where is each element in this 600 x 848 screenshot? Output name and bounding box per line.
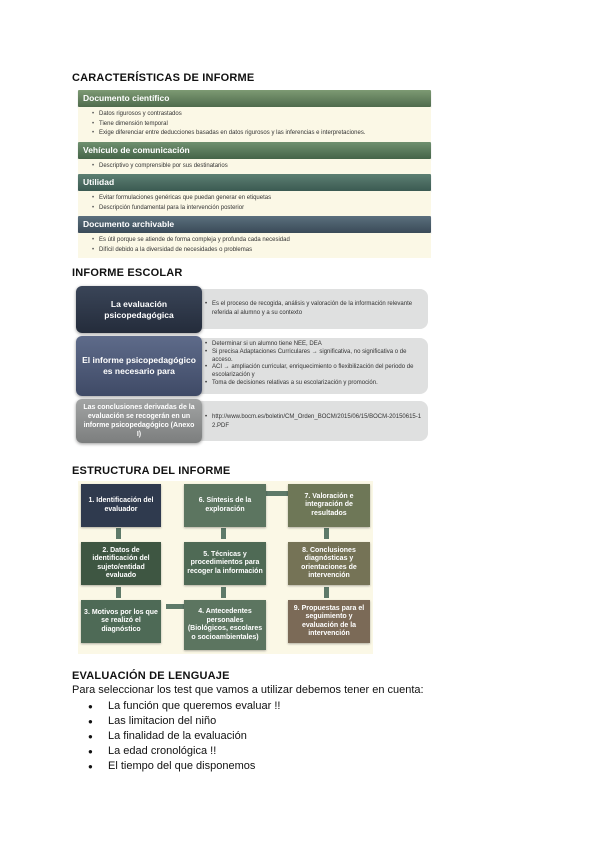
list-item: • Determinar si un alumno tiene NEE, DEA [205, 341, 423, 349]
estructura-box-7: 7. Valoración e integración de resultados [288, 484, 370, 527]
informe-necesario-box: El informe psicopedagógico es necesario para [76, 336, 202, 396]
connector [264, 491, 288, 496]
estructura-box-9: 9. Propuestas para el seguimiento y evaluación de la intervención [288, 600, 370, 643]
connector [166, 604, 184, 609]
estructura-box-4: 4. Antecedentes personales (Biológicos, escolares o socioambientales) [184, 600, 266, 650]
lenguaje-title: EVALUACIÓN DE LENGUAJE [72, 670, 230, 682]
estructura-box-6: 6. Síntesis de la exploración [184, 484, 266, 527]
list-item: ● La función que queremos evaluar !! [88, 699, 280, 714]
list-item: • Evitar formulaciones genéricas que puedan generar en etiquetas [92, 194, 431, 204]
block-header-utilidad: Utilidad [78, 174, 431, 191]
connector [324, 587, 329, 598]
list-item: • Descriptivo y comprensible por sus destinatarios [92, 162, 431, 172]
list-item: • Exige diferenciar entre deducciones basadas en datos rigurosos y las inferencias e interpretaciones. [92, 129, 431, 139]
list-item: ● El tiempo del que disponemos [88, 759, 280, 774]
estructura-box-5: 5. Técnicas y procedimientos para recoger la información [184, 542, 266, 585]
lenguaje-intro: Para seleccionar los test que vamos a utilizar debemos tener en cuenta: [72, 684, 424, 696]
estructura-box-2: 2. Datos de identificación del sujeto/entidad evaluado [81, 542, 161, 585]
connector [116, 528, 121, 539]
estructura-box-8: 8. Conclusiones diagnósticas y orientaciones de intervención [288, 542, 370, 585]
list-item: • Tiene dimensión temporal [92, 120, 431, 130]
lenguaje-list [88, 699, 280, 774]
estructura-box-1: 1. Identificación del evaluador [81, 484, 161, 527]
evaluacion-psicopedagogica-box: La evaluación psicopedagógica [76, 286, 202, 333]
connector [221, 587, 226, 598]
connector [324, 528, 329, 539]
block-header-documento-cientifico: Documento científico [78, 90, 431, 107]
conclusiones-box: Las conclusiones derivadas de la evaluación se recogerán en un informe psicopedagógico (Anexo I) [76, 399, 202, 443]
connector [116, 587, 121, 598]
list-item: • Difícil debido a la diversidad de necesidades o problemas [92, 246, 431, 256]
row-text [205, 300, 423, 317]
list-item: • Si precisa Adaptaciones Curriculares → significativa, no significativa o de acceso. [205, 349, 423, 365]
estructura-box-3: 3. Motivos por los que se realizó el diagnóstico [81, 600, 161, 643]
block-header-documento-archivable: Documento archivable [78, 216, 431, 233]
estructura-title: ESTRUCTURA DEL INFORME [72, 465, 231, 477]
block-list [78, 191, 431, 216]
list-item: • Es útil porque se atiende de forma compleja y profunda cada necesidad [92, 236, 431, 246]
list-item: ● Las limitacion del niño [88, 714, 280, 729]
row-text [205, 413, 423, 430]
list-item: • Toma de decisiones relativas a su escolarización y promoción. [205, 380, 423, 388]
list-item: • Es el proceso de recogida, análisis y valoración de la información relevante referida al alumno y a su contexto [205, 300, 423, 317]
list-item: ● La edad cronológica !! [88, 744, 280, 759]
caracteristicas-diagram [78, 90, 431, 258]
connector [221, 528, 226, 539]
list-item: ● La finalidad de la evaluación [88, 729, 280, 744]
informe-escolar-title: INFORME ESCOLAR [72, 267, 183, 279]
block-header-vehiculo-comunicacion: Vehículo de comunicación [78, 142, 431, 159]
block-list [78, 159, 431, 175]
estructura-diagram [78, 481, 373, 654]
caracteristicas-title: CARACTERÍSTICAS DE INFORME [72, 72, 255, 84]
list-item: • Descripción fundamental para la intervención posterior [92, 204, 431, 214]
bocm-link[interactable]: • http://www.bocm.es/boletin/CM_Orden_BOCM/2015/06/15/BOCM-20150615-12.PDF [205, 413, 423, 430]
list-item: • Datos rigurosos y contrastados [92, 110, 431, 120]
row-text [205, 341, 423, 388]
block-list [78, 233, 431, 258]
block-list [78, 107, 431, 142]
list-item: • ACI → ampliación curricular, enriquecimiento o flexibilización del periodo de escolarización y [205, 364, 423, 380]
